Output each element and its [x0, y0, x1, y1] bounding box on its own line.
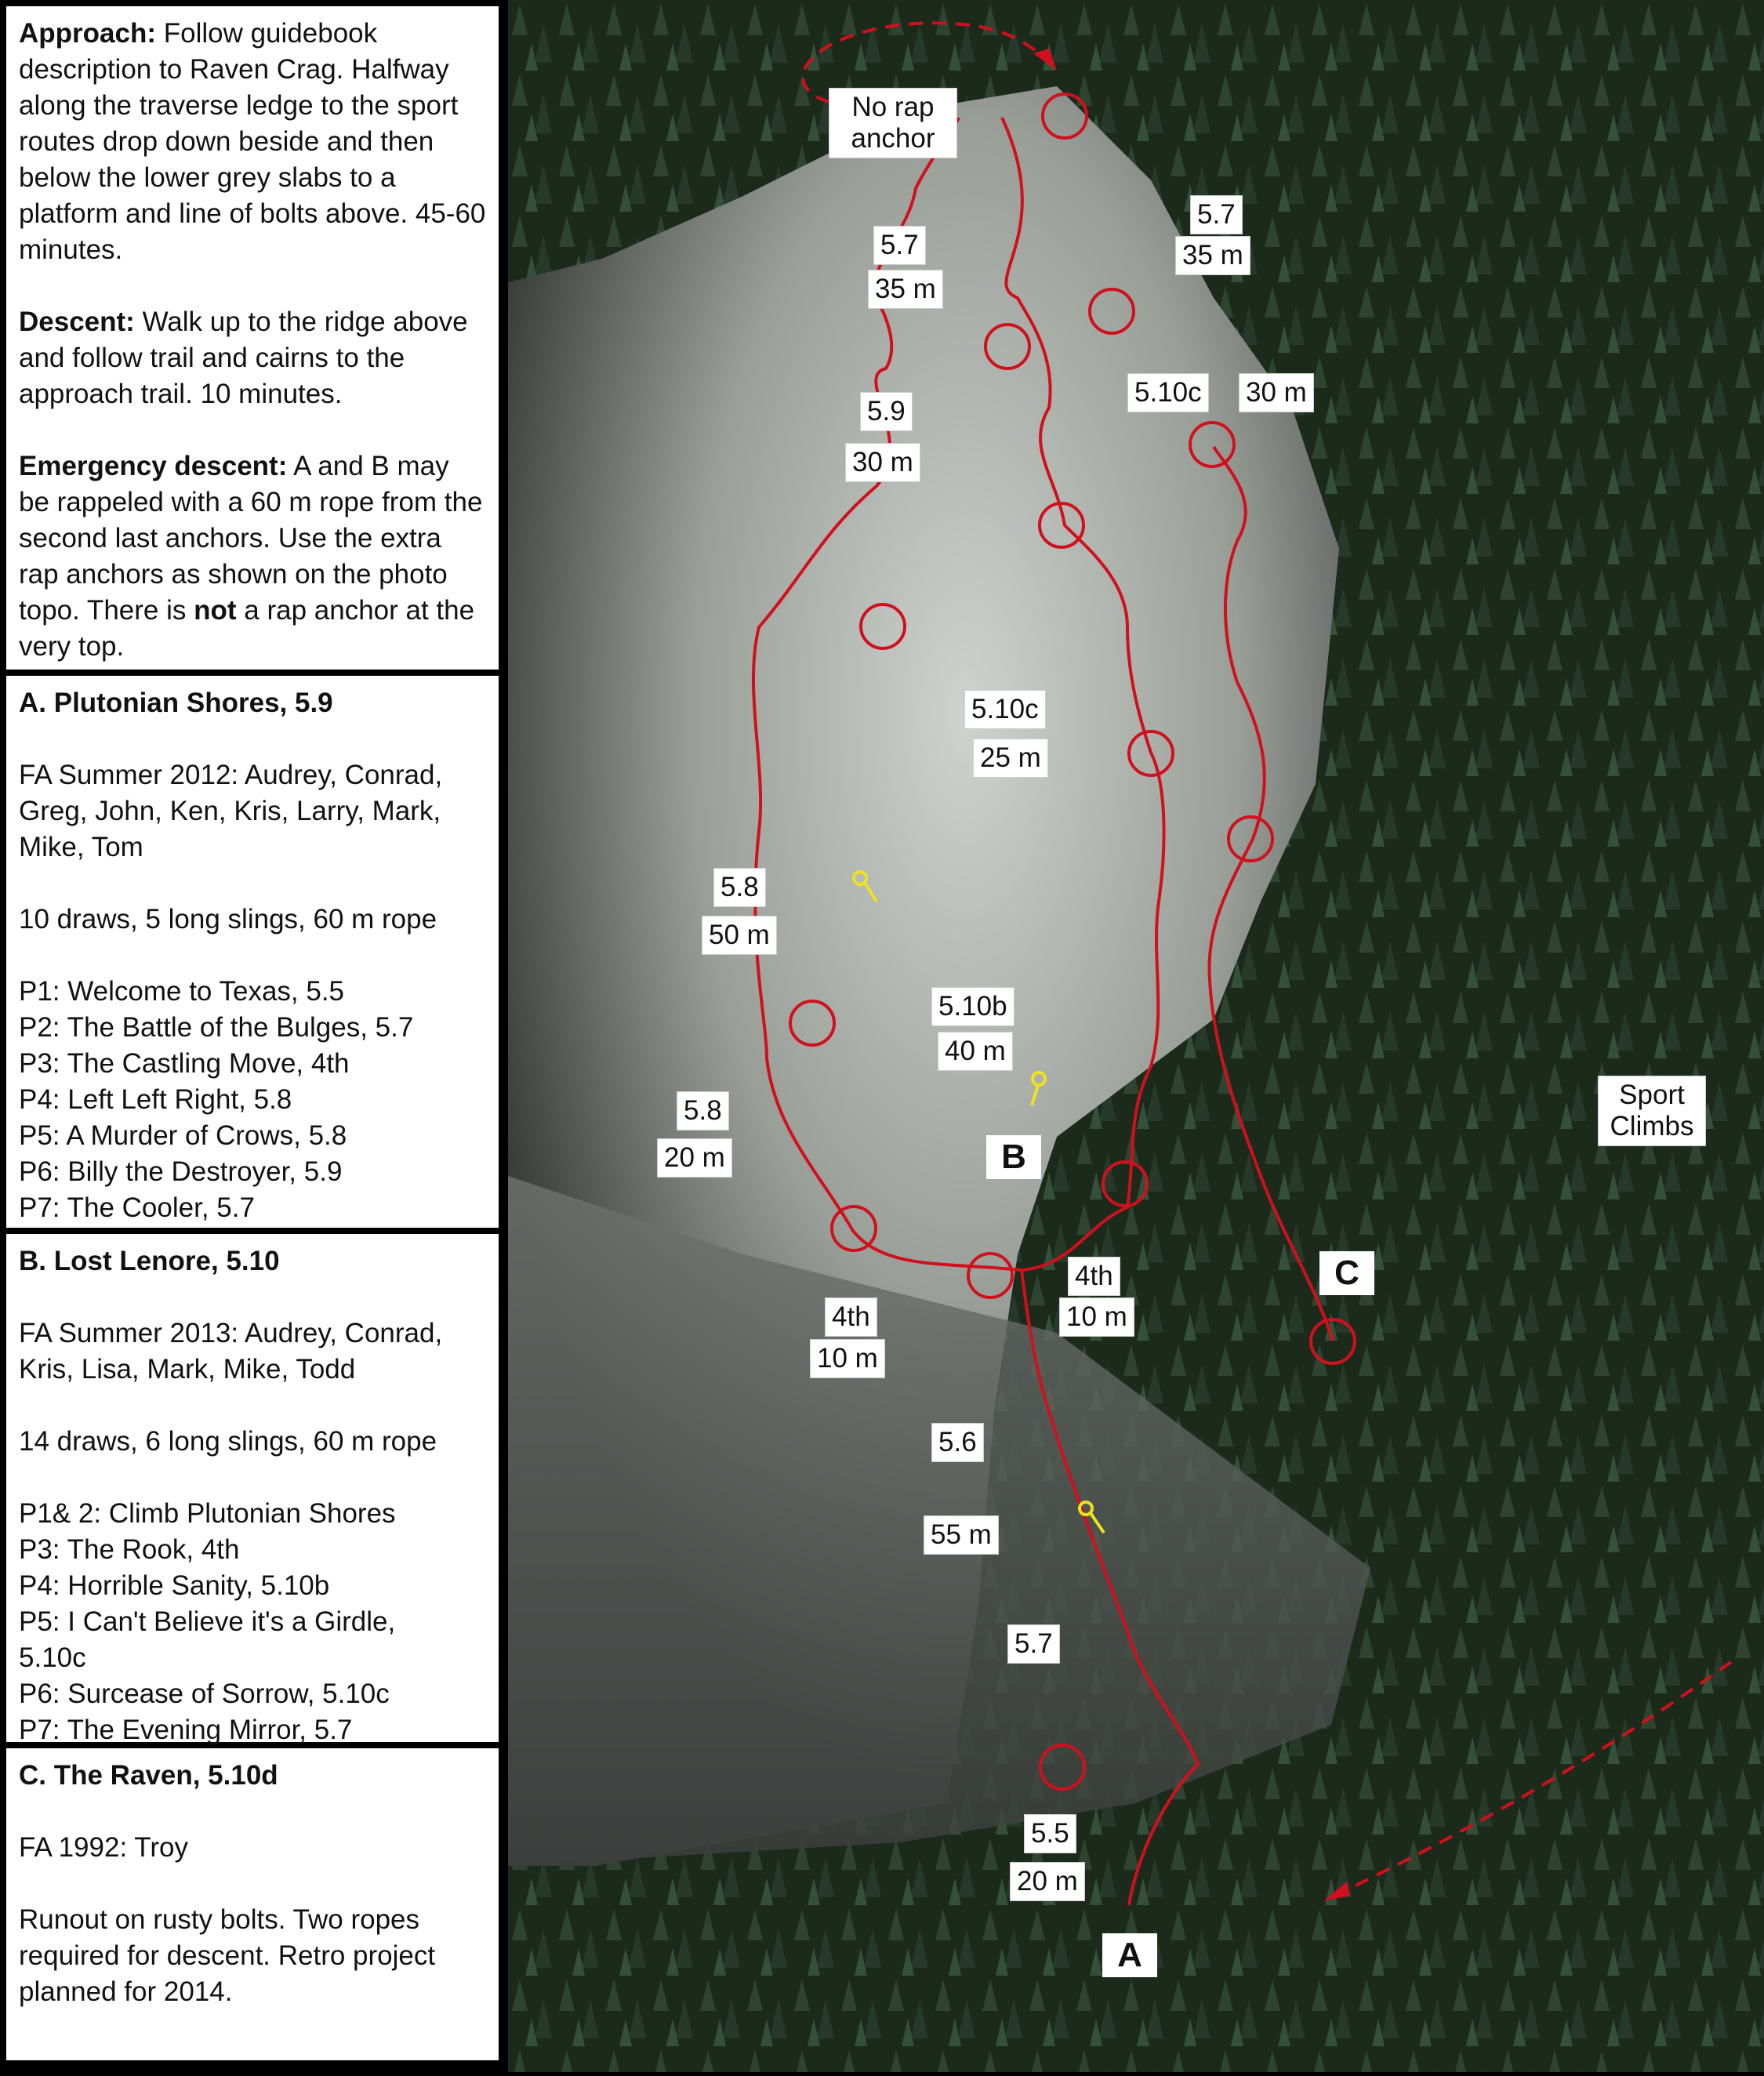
- pitch-length: 30 m: [1239, 373, 1314, 412]
- approach-panel: [3, 3, 502, 673]
- no-rap-anchor-label: No rap anchor: [829, 88, 957, 158]
- pitch-length: 50 m: [702, 916, 777, 955]
- route-b-pitch: P3: The Rook, 4th: [19, 1534, 240, 1565]
- pitch-length: 35 m: [1175, 236, 1250, 275]
- route-a-gear: 10 draws, 5 long slings, 60 m rope: [19, 904, 437, 935]
- route-a-pitch: P7: The Cooler, 5.7: [19, 1192, 255, 1223]
- route-b-pitch: P6: Surcease of Sorrow, 5.10c: [19, 1679, 390, 1709]
- route-b-fa: FA Summer 2013: Audrey, Conrad, Kris, Lisa, Mark, Mike, Todd: [19, 1318, 443, 1385]
- pitch-grade: 4th: [825, 1298, 877, 1337]
- pitch-grade: 5.5: [1024, 1814, 1076, 1853]
- start-b-label: B: [986, 1135, 1041, 1179]
- pitch-grade: 5.8: [713, 868, 766, 907]
- route-b-gear: 14 draws, 6 long slings, 60 m rope: [19, 1426, 437, 1457]
- route-a-fa: FA Summer 2012: Audrey, Conrad, Greg, John, Ken, Kris, Larry, Mark, Mike, Tom: [19, 760, 443, 862]
- route-a-panel: [3, 673, 502, 1231]
- route-c-panel: [3, 1745, 502, 2063]
- pitch-length: 10 m: [810, 1339, 885, 1378]
- route-b-pitch: P4: Horrible Sanity, 5.10b: [19, 1570, 330, 1601]
- route-b-pitch: P7: The Evening Mirror, 5.7: [19, 1715, 353, 1745]
- start-a-label: A: [1102, 1933, 1157, 1977]
- pitch-length: 55 m: [924, 1515, 999, 1555]
- route-c-notes: Runout on rusty bolts. Two ropes required for descent. Retro project planned for 2014.: [19, 1904, 436, 2007]
- pitch-grade: 5.10c: [964, 690, 1046, 729]
- pitch-length: 40 m: [938, 1032, 1013, 1071]
- route-c-fa: FA 1992: Troy: [19, 1832, 188, 1863]
- pitch-length: 10 m: [1059, 1298, 1134, 1337]
- pitch-length: 20 m: [657, 1138, 732, 1178]
- route-b-panel: [3, 1231, 502, 1745]
- route-c-title: C. The Raven, 5.10d: [19, 1760, 278, 1791]
- route-a-pitch: P6: Billy the Destroyer, 5.9: [19, 1156, 343, 1187]
- route-b-title: B. Lost Lenore, 5.10: [19, 1246, 280, 1276]
- route-a-pitch: P3: The Castling Move, 4th: [19, 1048, 350, 1079]
- pitch-grade: 4th: [1068, 1257, 1120, 1296]
- pitch-grade: 5.10b: [931, 987, 1014, 1026]
- pitch-grade: 5.10c: [1127, 373, 1209, 412]
- pitch-length: 35 m: [868, 270, 943, 309]
- pitch-grade: 5.7: [1190, 195, 1243, 234]
- pitch-length: 20 m: [1010, 1862, 1085, 1901]
- route-a-title: A. Plutonian Shores, 5.9: [19, 688, 333, 718]
- pitch-length: 30 m: [845, 443, 920, 482]
- sport-climbs-label: Sport Climbs: [1598, 1076, 1706, 1146]
- topo-photo-svg: [508, 0, 1764, 2072]
- pitch-grade: 5.9: [860, 392, 913, 431]
- pitch-grade: 5.6: [931, 1423, 984, 1462]
- emergency-descent-text: Emergency descent: A and B may be rappeled with a 60 m rope from the second last anchors. Use the extra rap anchors as shown on the photo topo. There is not a rap anchor at the very top.: [19, 451, 483, 662]
- crag-photo-topo: [508, 0, 1764, 2072]
- route-a-pitch: P2: The Battle of the Bulges, 5.7: [19, 1012, 414, 1043]
- approach-text: Approach: Follow guidebook description to Raven Crag. Halfway along the traverse ledge to the sport routes drop down beside and then below the lower grey slabs to a platform and line of bolts above. 45-60 minutes.: [19, 18, 486, 265]
- pitch-length: 25 m: [973, 739, 1048, 778]
- descent-text: Descent: Walk up to the ridge above and follow trail and cairns to the approach trail. 10 minutes.: [19, 307, 468, 409]
- pitch-grade: 5.7: [1007, 1624, 1060, 1664]
- route-b-pitch: P1& 2: Climb Plutonian Shores: [19, 1498, 396, 1529]
- start-c-label: C: [1319, 1251, 1374, 1295]
- route-a-pitch: P1: Welcome to Texas, 5.5: [19, 976, 345, 1007]
- route-b-pitch: P5: I Can't Believe it's a Girdle,: [19, 1606, 396, 1637]
- pitch-grade: 5.7: [873, 226, 926, 265]
- route-b-pitch: 5.10c: [19, 1642, 86, 1673]
- route-a-pitch: P4: Left Left Right, 5.8: [19, 1084, 292, 1115]
- description-sidebar: [0, 0, 507, 2072]
- route-a-pitch: P5: A Murder of Crows, 5.8: [19, 1120, 347, 1151]
- pitch-grade: 5.8: [677, 1091, 729, 1131]
